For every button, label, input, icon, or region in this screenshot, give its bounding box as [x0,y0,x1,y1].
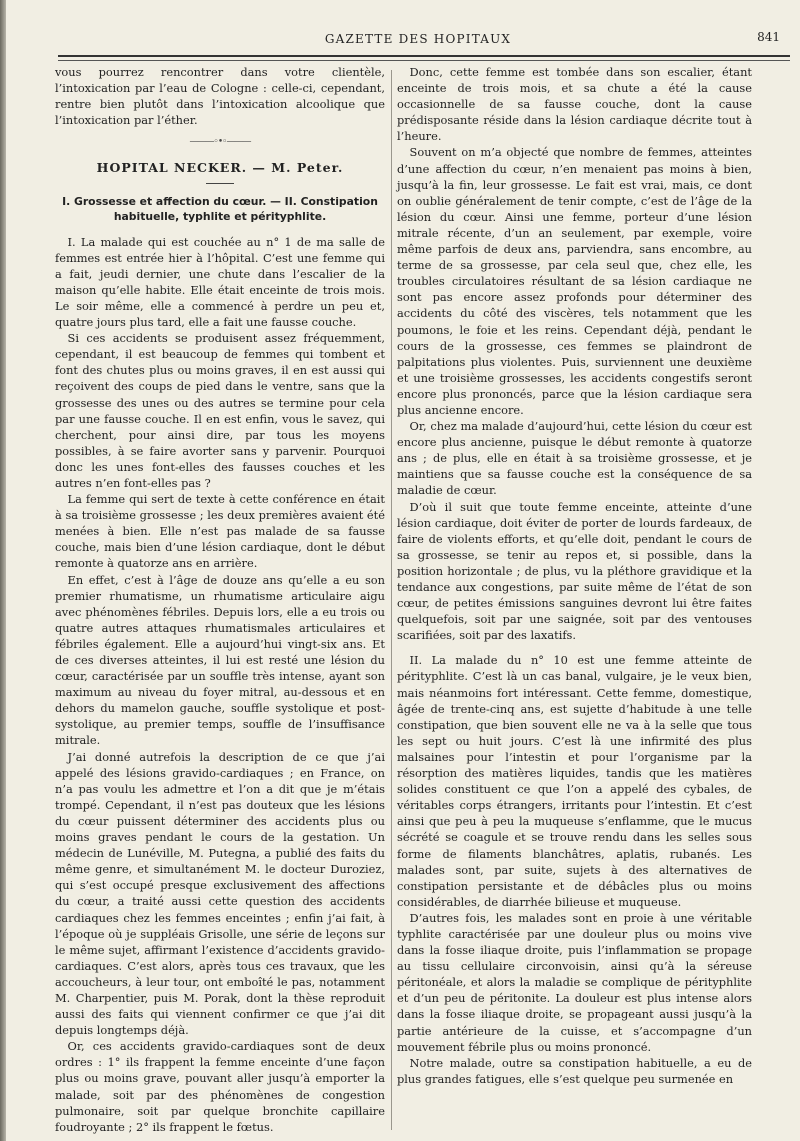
paragraph: En effet, c’est à l’âge de douze ans qu’elle a eu son premier rhumatisme, un rhumatisme articulaire aigu avec phénomènes fébriles. Depuis lors, elle a eu trois ou quatre autres attaques rhumatismales articulaires et fébriles également. Elle a aujourd’hui vingt-six ans. Et de ces diverses atteintes, il lui est resté une lésion du cœur, caractérisée par un souffle très intense, ayant son maximum au niveau du foyer mitral, au-dessous et en dehors du mamelon gauche, souffle systolique et post-systolique, au premier temps, souffle de l’insuffisance mitrale. [55,572,385,748]
paragraph: D’autres fois, les malades sont en proie à une véritable typhlite caractérisée par une douleur plus ou moins vive dans la fosse iliaque droite, puis l’inflammation se propage au tissu cellulaire circonvoisin, ainsi qu’à la séreuse péritonéale, et alors la maladie se complique de pérityphlite et d’un peu de péritonite. La douleur est plus intense alors dans la fosse iliaque droite, se propageant aussi jusqu’à la partie antérieure de la cuisse, et s’accompagne d’un mouvement fébrile plus ou moins prononcé. [397,910,752,1054]
paragraph: II. La malade du n° 10 est une femme atteinte de pérityphlite. C’est là un cas banal, vulgaire, je le veux bien, mais néanmoins fort intéressant. Cette femme, domestique, âgée de trente-cinq ans, est sujette d’habitude à une telle constipation, que bien souvent elle ne va à la selle que tous les sept ou huit jours. C’est là une infirmité des plus malsaines pour l’intestin et pour l’organisme par la résorption des matières liquides, tandis que les matières solides constituent ce que l’on a appelé des cybales, de véritables corps étrangers, irritants pour l’intestin. Et c’est ainsi que peu à peu la muqueuse s’enflamme, que le mucus sécrété se coagule et se trouve rendu dans les selles sous forme de filaments blanchâtres, aplatis, rubanés. Les malades sont, par suite, sujets à des alternatives de constipation persistante et de débâcles plus ou moins considérables, de diarrhée bilieuse et muqueuse. [397,653,752,909]
page-number: 841 [757,30,780,44]
paragraph: Or, ces accidents gravido-cardiaques sont de deux ordres : 1° ils frappent la femme enceinte d’une façon plus ou moins grave, pouvant aller jusqu’à emporter la malade, soit par des phénomènes de congestion pulmonaire, soit par quelque bronchite capillaire foudroyante ; 2° ils frappent le fœtus. [55,1039,385,1134]
hospital-heading: HOPITAL NECKER. — M. Peter. [96,160,344,176]
section-ornament: ———◦•◦——— [189,137,251,148]
paragraph: La femme qui sert de texte à cette conférence en était à sa troisième grossesse ; les deux premières avaient été menées à bien. Elle n’est pas malade de sa fausse couche, mais bien d’une lésion cardiaque, dont le début remonte à quatorze ans en arrière. [55,492,385,571]
paragraph: Or, chez ma malade d’aujourd’hui, cette lésion du cœur est encore plus ancienne, puisque le début remonte à quatorze ans ; de plus, elle en était à sa troisième grossesse, et je maintiens que sa fausse couche est la conséquence de sa maladie de cœur. [397,419,752,498]
paragraph: Donc, cette femme est tombée dans son escalier, étant enceinte de trois mois, et sa chute a été la cause occasionnelle de sa fausse couche, dont la cause prédisposante réside dans la lésion cardiaque décrite tout à l’heure. [397,65,752,144]
right-column [397,64,752,1087]
lecture-title: I. Grossesse et affection du cœur. — II. Constipation habituelle, typhlite et pérityphlite. [62,194,378,223]
left-column [55,64,385,1135]
header-rule-thick [58,55,790,57]
column-divider [391,70,392,1130]
page-header [48,30,788,52]
paragraph: J’ai donné autrefois la description de ce que j’ai appelé des lésions gravido-cardiaques ; en France, on n’a pas voulu les admettre et l’on a dit que je m’étais trompé. Cependant, il n’est pas douteux que les lésions du cœur puissent déterminer des accidents plus ou moins graves pendant le cours de la gestation. Un médecin de Lunéville, M. Putegna, a publié des faits du même genre, et simultanément M. le docteur Duroziez, qui s’est occupé presque exclusivement des affections du cœur, a traité aussi cette question des accidents cardiaques chez les femmes enceintes ; enfin j’ai fait, à l’époque où je suppléais Grisolle, une série de leçons sur le même sujet, affirmant l’existence d’accidents gravido-cardiaques. C’est alors, après tous ces travaux, que les accoucheurs, à leur tour, ont emboîté le pas, notamment M. Charpentier, puis M. Porak, dont la thèse reproduit aussi des faits qui viennent confirmer ce que j’ai dit depuis longtemps déjà. [55,749,385,1038]
paragraph: D’où il suit que toute femme enceinte, atteinte d’une lésion cardiaque, doit éviter de porter de lourds fardeaux, de faire de violents efforts, et qu’elle doit, pendant le cours de sa grossesse, se tenir au repos et, si possible, dans la position horizontale ; de plus, vu la pléthore gravidique et la tendance aux congestions, par suite même de l’état de son cœur, de petites émissions sanguines devront lui être faites quelquefois, soit par une saignée, soit par des ventouses scarifiées, soit par des laxatifs. [397,499,752,643]
header-rule-thin [58,60,790,61]
paragraph: I. La malade qui est couchée au n° 1 de ma salle de femmes est entrée hier à l’hôpital. C’est une femme qui a fait, jeudi dernier, une chute dans l’escalier de la maison qu’elle habite. Elle était enceinte de trois mois. Le soir même, elle a commencé à perdre un peu et, quatre jours plus tard, elle a fait une fausse couche. [55,234,385,330]
heading-divider [206,183,234,184]
intro-paragraph: vous pourrez rencontrer dans votre clientèle, l’intoxication par l’eau de Cologne : celle-ci, cependant, rentre bien plutôt dans l’intoxication alcoolique que l’intoxication par l’éther. [55,65,385,128]
page-binding-edge [0,0,6,1141]
running-title: GAZETTE DES HOPITAUX [324,32,512,46]
paragraph: Notre malade, outre sa constipation habituelle, a eu de plus grandes fatigues, elle s’est quelque peu surmenée en [397,1055,752,1086]
paragraph: Si ces accidents se produisent assez fréquemment, cependant, il est beaucoup de femmes qui tombent et font des chutes plus ou moins graves, il en est aussi qui reçoivent des coups de pied dans le ventre, sans que la grossesse des unes ou des autres se termine pour cela par une fausse couche. Il en est enfin, vous le savez, qui cherchent, pour ainsi dire, par tous les moyens possibles, à se faire avorter sans y parvenir. Pourquoi donc les unes font-elles des fausses couches et les autres n’en font-elles pas ? [55,331,385,490]
paragraph: Souvent on m’a objecté que nombre de femmes, atteintes d’une affection du cœur, n’en menaient pas moins à bien, jusqu’à la fin, leur grossesse. Le fait est vrai, mais, ce dont on oublie généralement de tenir compte, c’est de l’âge de la lésion du cœur. Ainsi une femme, porteur d’une lésion mitrale récente, d’un an seulement, par exemple, voire même parfois de deux ans, parviendra, sans encombre, au terme de sa grossesse, par cela seul que, chez elle, les troubles circulatoires résultant de sa lésion cardiaque ne sont pas encore assez profonds pour déterminer des accidents du côté des viscères, tels notamment que les poumons, le foie et les reins. Cependant déjà, pendant le cours de la grossesse, ces femmes se plaindront de palpitations plus violentes. Puis, surviennent une deuxième et une troisième grossesses, les accidents congestifs seront encore plus prononcés, parce que la lésion cardiaque sera plus ancienne encore. [397,145,752,417]
